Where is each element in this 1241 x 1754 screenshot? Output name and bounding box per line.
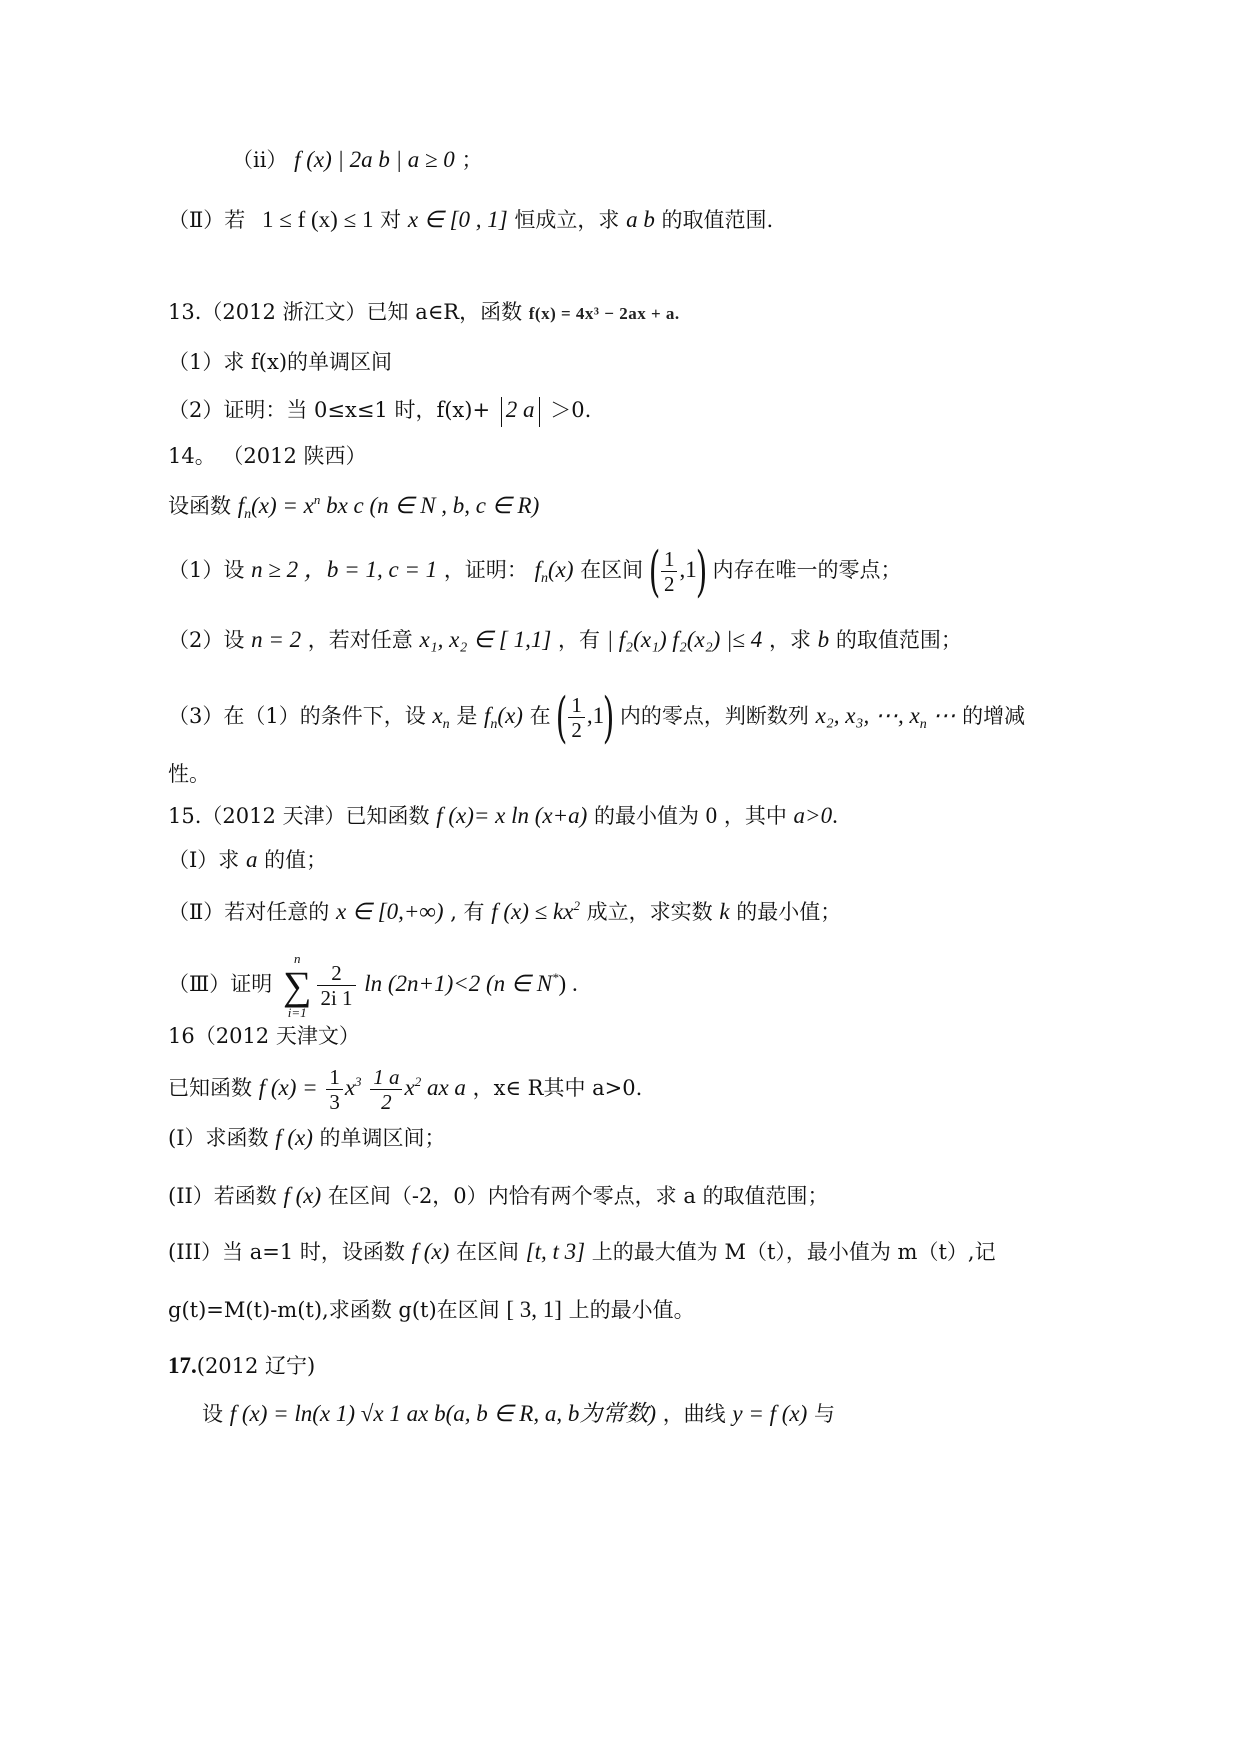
q13-part-1 bbox=[168, 348, 392, 376]
math-subscript: n bbox=[244, 507, 252, 522]
q17-definition bbox=[202, 1400, 835, 1428]
abs-bar-right bbox=[539, 397, 540, 427]
q14-part-1 bbox=[168, 540, 901, 609]
math-fn: f (x) bbox=[283, 1183, 322, 1208]
text: 15.（2012 天津）已知函数 bbox=[168, 804, 430, 828]
text: ，若对任意 bbox=[307, 628, 413, 652]
q15-part-2 bbox=[168, 892, 841, 926]
q14-part-3-cont bbox=[168, 760, 210, 788]
text: 在区间 bbox=[455, 1240, 519, 1264]
text: 内的零点，判断数列 bbox=[619, 704, 809, 728]
question-header: 16（2012 天津文） bbox=[168, 1024, 360, 1048]
denominator: 2 bbox=[381, 1090, 392, 1114]
math-subscript: n bbox=[442, 717, 450, 732]
sum-symbol: ∑ bbox=[282, 962, 312, 1008]
math-function: f (x)= x ln (x+a) bbox=[436, 803, 588, 828]
math-abs-content: 2 a bbox=[505, 397, 535, 422]
math-var: k bbox=[719, 899, 730, 924]
q14-part-2 bbox=[168, 626, 962, 654]
text: (I）求函数 bbox=[168, 1126, 269, 1150]
math-fn: f bbox=[484, 703, 491, 728]
math-expr-tail: ax a bbox=[421, 1075, 466, 1100]
math-vars: a b bbox=[626, 207, 655, 232]
sum-upper: n bbox=[293, 950, 301, 966]
text: 设 bbox=[202, 1402, 223, 1426]
math-fn: f (x) bbox=[275, 1125, 313, 1150]
q14-definition bbox=[168, 486, 539, 529]
function-image: f(x) = 4x³ − 2ax + a. bbox=[528, 303, 680, 323]
q16-heading bbox=[168, 1022, 360, 1050]
fraction bbox=[661, 547, 678, 596]
denominator: 2 bbox=[663, 572, 675, 596]
math-condition: a>0 bbox=[793, 803, 833, 828]
q14-part-3 bbox=[168, 686, 1025, 755]
q15-part-3 bbox=[168, 948, 578, 1021]
text: g(t)=M(t)-m(t),求函数 g(t)在区间 bbox=[168, 1298, 500, 1322]
left-paren: ( bbox=[556, 685, 568, 749]
text: （Ⅱ）若 bbox=[168, 208, 246, 232]
denominator: 3 bbox=[329, 1090, 340, 1114]
q15-part-1 bbox=[168, 846, 327, 874]
text: 性。 bbox=[168, 762, 210, 786]
fraction bbox=[370, 1065, 402, 1114]
sum-lower: i=1 bbox=[287, 1004, 307, 1020]
math-interval: [ 3, 1] bbox=[506, 1297, 562, 1322]
text: 的最小值； bbox=[736, 900, 842, 924]
math-ellipsis: ⋯ bbox=[926, 703, 956, 728]
fraction bbox=[317, 961, 355, 1010]
math-number: 0 bbox=[705, 803, 718, 828]
math-var: a bbox=[245, 847, 258, 872]
summation bbox=[283, 951, 312, 1021]
text: 设函数 bbox=[168, 494, 231, 518]
math-function: f (x) = ln(x 1) √x 1 ax b(a, b ∈ R, a, b为常数) bbox=[229, 1401, 656, 1426]
math-arg: (x) bbox=[497, 703, 523, 728]
q16-part-1 bbox=[168, 1124, 446, 1152]
math-subscript: n bbox=[540, 571, 548, 586]
text: 的取值范围. bbox=[661, 208, 774, 232]
math-fn: f bbox=[237, 493, 245, 518]
question-number: 17. bbox=[168, 1353, 197, 1378]
part-ii-question bbox=[168, 206, 773, 234]
text: 与 bbox=[813, 1402, 835, 1426]
numerator: 1 bbox=[326, 1065, 343, 1090]
question-header: 14。 （2012 陕西） bbox=[168, 444, 367, 468]
fraction bbox=[326, 1065, 343, 1114]
math-superscript: 2 bbox=[573, 898, 580, 913]
math-curve: y = f (x) bbox=[732, 1401, 808, 1426]
q15-heading bbox=[168, 802, 838, 830]
math-subscript: n bbox=[490, 717, 498, 732]
text: 上的最小值。 bbox=[568, 1298, 695, 1322]
fraction bbox=[568, 693, 585, 742]
q16-definition bbox=[168, 1052, 642, 1118]
math-inequality: | f₂(x₁) f₂(x₂) |≤ 4 bbox=[606, 627, 763, 652]
q16-part-3 bbox=[168, 1238, 996, 1266]
left-paren: ( bbox=[648, 539, 661, 603]
math-var: x bbox=[404, 1075, 415, 1100]
text: ，证明： bbox=[443, 558, 528, 582]
text: , 有 bbox=[450, 900, 485, 924]
math-condition: n ≥ 2 ，b = 1, c = 1 bbox=[251, 557, 438, 582]
text: 已知函数 bbox=[168, 1076, 252, 1100]
text: 恒成立，求 bbox=[514, 208, 620, 232]
text: （3）在（1）的条件下，设 bbox=[168, 704, 426, 728]
question-header: (2012 辽宁) bbox=[196, 1354, 316, 1378]
text: 内存在唯一的零点； bbox=[712, 558, 902, 582]
q13-part-2 bbox=[168, 396, 591, 427]
text: 的最小值为 bbox=[593, 804, 699, 828]
numerator: 1 bbox=[661, 547, 678, 572]
math-fn: f (x) = bbox=[258, 1075, 318, 1100]
math-domain: x ∈ [0,+∞) bbox=[335, 899, 444, 924]
math-inequality: 1 ≤ f (x) ≤ 1 bbox=[261, 207, 374, 232]
question-text: （1）求 f(x)的单调区间 bbox=[168, 350, 393, 374]
numerator: 1 a bbox=[370, 1065, 402, 1090]
text: ，其中 bbox=[723, 804, 787, 828]
text: 在 bbox=[529, 704, 551, 728]
numerator: 1 bbox=[568, 693, 585, 718]
math-expr-tail: bx c (n ∈ N , b, c ∈ R) bbox=[320, 493, 540, 518]
text: ，曲线 bbox=[662, 1402, 726, 1426]
interval-end: ,1 bbox=[679, 557, 697, 582]
text: 在区间（-2，0）内恰有两个零点，求 a 的取值范围； bbox=[327, 1184, 829, 1208]
text: （Ⅱ）若对任意的 bbox=[168, 900, 330, 924]
math-sequence: x₂, x₃, ⋯, x bbox=[815, 703, 920, 728]
text: （1）设 bbox=[168, 558, 245, 582]
question-text: （2）证明：当 0≤x≤1 时，f(x)+ bbox=[168, 398, 491, 422]
math-condition: n = 2 bbox=[251, 627, 302, 652]
math-fn: f bbox=[534, 557, 541, 582]
text: ，有 bbox=[558, 628, 601, 652]
math-superscript: * bbox=[552, 970, 559, 985]
abs-bar-left bbox=[501, 397, 502, 427]
math-fn: f (x) bbox=[411, 1239, 450, 1264]
q17-heading bbox=[168, 1352, 315, 1380]
text: 的值； bbox=[264, 848, 328, 872]
text: 的单调区间； bbox=[319, 1126, 446, 1150]
math-expr: (x) = x bbox=[251, 493, 314, 518]
math-subscript: n bbox=[919, 717, 927, 732]
sub-item-ii bbox=[232, 146, 483, 174]
text: 的取值范围； bbox=[835, 628, 962, 652]
text: 是 bbox=[456, 704, 478, 728]
math-domain: x ∈ [0 , 1] bbox=[407, 207, 508, 232]
math-inequality: f (x) ≤ kx bbox=[491, 899, 574, 924]
text: (II）若函数 bbox=[168, 1184, 277, 1208]
punctuation: ； bbox=[461, 148, 483, 172]
math-superscript: 3 bbox=[355, 1074, 362, 1089]
math-var: x bbox=[344, 1075, 356, 1100]
text: (III）当 a=1 时，设函数 bbox=[168, 1240, 405, 1264]
sub-item-label: （ii） bbox=[232, 148, 288, 172]
text: 的增减 bbox=[962, 704, 1026, 728]
q13-heading bbox=[168, 298, 680, 328]
right-paren: ) bbox=[602, 685, 615, 749]
text: （Ⅲ）证明 bbox=[168, 972, 273, 996]
text: （2）设 bbox=[168, 628, 245, 652]
question-text: 13.（2012 浙江文）已知 a∈R，函数 bbox=[168, 300, 523, 324]
math-arg: (x) bbox=[547, 557, 574, 582]
math-superscript: 2 bbox=[414, 1074, 422, 1089]
math-expr: ln (2n+1)<2 (n ∈ N bbox=[364, 971, 553, 996]
denominator: 2i 1 bbox=[320, 986, 353, 1010]
q16-part-2 bbox=[168, 1182, 829, 1210]
numerator: 2 bbox=[317, 961, 355, 986]
text: 成立，求实数 bbox=[586, 900, 713, 924]
math-expression: f (x) | 2a b | a ≥ 0 bbox=[294, 147, 455, 172]
punctuation: . bbox=[832, 803, 838, 828]
denominator: 2 bbox=[571, 718, 582, 742]
text: 对 bbox=[380, 208, 402, 232]
math-close: ) . bbox=[558, 971, 578, 996]
math-vars: x₁, x₂ ∈ [ 1,1] bbox=[419, 627, 552, 652]
right-paren: ) bbox=[695, 539, 708, 603]
math-interval: [t, t 3] bbox=[525, 1239, 586, 1264]
math-var: b bbox=[817, 627, 830, 652]
q16-part-3-cont bbox=[168, 1296, 695, 1324]
text: （Ⅰ）求 bbox=[168, 848, 240, 872]
question-text: ＞0. bbox=[550, 398, 592, 422]
math-var: x bbox=[432, 703, 443, 728]
math-superscript: n bbox=[313, 492, 321, 507]
text: ，x∈ R其中 a>0. bbox=[472, 1076, 643, 1100]
text: 上的最大值为 M（t），最小值为 m（t）,记 bbox=[591, 1240, 996, 1264]
text: 在区间 bbox=[580, 558, 644, 582]
text: ，求 bbox=[768, 628, 811, 652]
q14-heading bbox=[168, 442, 367, 470]
interval-end: ,1 bbox=[586, 703, 605, 728]
